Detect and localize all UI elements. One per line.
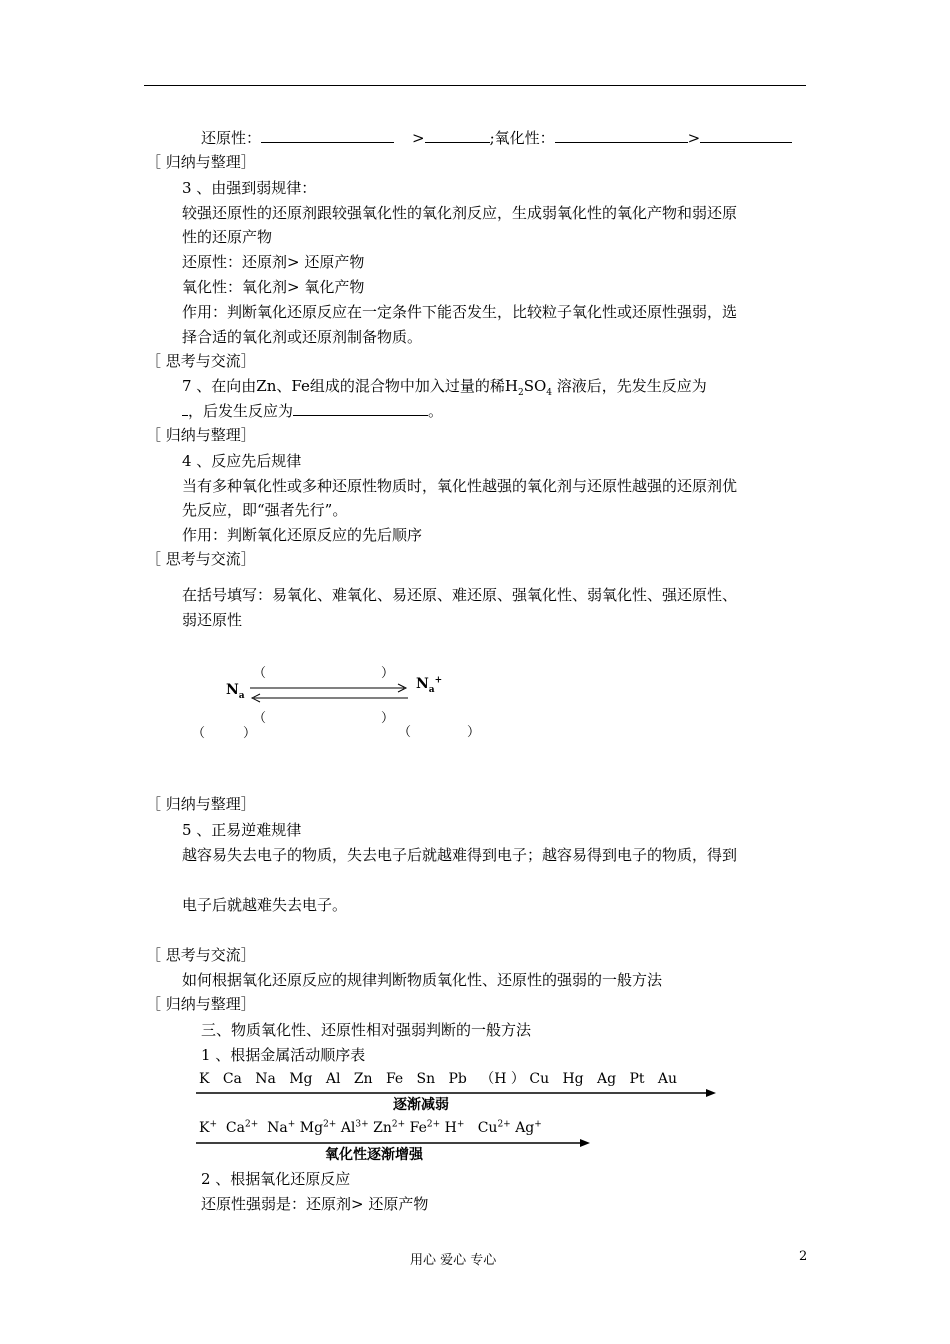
- reducing-label: 还原性：: [201, 129, 262, 147]
- arrow1-label: 逐渐减弱: [393, 1097, 449, 1113]
- paren-close[interactable]: ）: [467, 725, 481, 740]
- metal-symbol: Na: [255, 1071, 276, 1087]
- rule4-title: 4 、反应先后规律: [182, 452, 302, 470]
- metal-symbol: Mg: [289, 1071, 313, 1087]
- rule5-text: 越容易失去电子的物质，失去电子后就越难得到电子；越容易得到电子的物质，得到: [182, 846, 738, 864]
- rule3-text: 性的还原产物: [182, 228, 273, 246]
- ion-symbol: $Cu^{2+}$: [477, 1119, 511, 1136]
- ion-symbol: Na+: [267, 1119, 296, 1136]
- metal-symbol: Ca: [222, 1071, 242, 1087]
- rule4-text: 先反应，即“强者先行”。: [182, 501, 348, 519]
- metal-symbol: Hg: [562, 1071, 584, 1087]
- ion-symbol: $Fe^{2+}$: [409, 1119, 441, 1136]
- method-sub1: 1 、根据金属活动顺序表: [201, 1046, 366, 1064]
- oxidizing-label: 氧化性：: [494, 129, 555, 147]
- rule3-text: 作用：判断氧化还原反应在一定条件下能否发生，比较粒子氧化性或还原性强弱，选: [182, 303, 738, 321]
- paren-close[interactable]: ）: [243, 726, 257, 741]
- question-7-line1: [182, 376, 707, 396]
- ion-symbol: K+: [199, 1119, 218, 1136]
- double-arrow-icon: [246, 680, 414, 706]
- arrow2-label: 氧化性逐渐增强: [325, 1147, 423, 1163]
- ion-symbol: Ag+: [515, 1119, 542, 1136]
- rule4-text: 作用：判断氧化还原反应的先后顺序: [182, 526, 423, 544]
- ion-symbol: $Al^{3+}$: [340, 1119, 369, 1136]
- metal-symbol: Pb: [448, 1071, 467, 1087]
- blank-field[interactable]: [700, 128, 792, 143]
- fill-task-text: 在括号填写：易氧化、难氧化、易还原、难还原、强氧化性、弱氧化性、强还原性、: [182, 586, 738, 604]
- subscript: 4: [546, 388, 552, 398]
- section-heading: ［ 归纳与整理］: [146, 426, 256, 444]
- q7-text: 溶液后，先发生反应为: [552, 377, 707, 395]
- metal-symbol: K: [199, 1071, 210, 1087]
- method-last: 还原性强弱是：还原剂> 还原产物: [201, 1195, 429, 1213]
- metal-symbol: Ag: [597, 1071, 617, 1087]
- page-number: 2: [799, 1249, 808, 1264]
- paren-close[interactable]: ）: [381, 711, 395, 726]
- metal-symbol: （H ）: [480, 1071, 525, 1087]
- ion-symbol: $Mg^{2+}$: [299, 1119, 337, 1136]
- separator: ;: [489, 129, 495, 147]
- section-heading: ［ 思考与交流］: [146, 550, 256, 568]
- metal-symbol: Fe: [385, 1071, 404, 1087]
- ion-symbol: $Zn^{2+}$: [373, 1119, 406, 1136]
- method-sub2: 2 、根据氧化还原反应: [201, 1170, 351, 1188]
- rule3-text: 择合适的氧化剂或还原剂制备物质。: [182, 328, 423, 346]
- section-heading: ［ 思考与交流］: [146, 946, 256, 964]
- rule3-text: 还原性：还原剂> 还原产物: [182, 253, 365, 271]
- metal-symbol: Au: [657, 1071, 677, 1087]
- discussion-question: 如何根据氧化还原反应的规律判断物质氧化性、还原性的强弱的一般方法: [182, 971, 663, 989]
- metal-symbol: Zn: [353, 1071, 373, 1087]
- metal-symbol: Al: [325, 1071, 341, 1087]
- rule3-text: 较强还原性的还原剂跟较强氧化性的氧化剂反应，生成弱氧化性的氧化产物和弱还原: [182, 204, 738, 222]
- paren-open[interactable]: （: [253, 666, 267, 681]
- footer-motto: 用心 爱心 专心: [410, 1253, 497, 1268]
- metal-activity-series: [199, 1069, 677, 1089]
- rule3-title: 3 、由强到弱规律：: [182, 179, 317, 197]
- blank-field[interactable]: [261, 128, 394, 143]
- section-heading: ［ 归纳与整理］: [146, 795, 256, 813]
- gt-sign: >: [412, 129, 425, 147]
- paren-open[interactable]: （: [398, 725, 412, 740]
- gt-sign: >: [687, 129, 701, 147]
- ion-symbol: H+: [444, 1119, 465, 1136]
- q7-text: SO: [523, 377, 547, 395]
- na-atom-label: $N_a$: [226, 682, 245, 701]
- metal-symbol: Cu: [529, 1071, 550, 1087]
- section-heading: ［ 归纳与整理］: [146, 153, 256, 171]
- blank-field[interactable]: [293, 401, 428, 416]
- rule3-text: 氧化性：氧化剂> 氧化产物: [182, 278, 365, 296]
- blank-field[interactable]: [555, 128, 688, 143]
- header-rule: [144, 85, 806, 86]
- paren-open[interactable]: （: [253, 711, 267, 726]
- metal-symbol: Sn: [416, 1071, 436, 1087]
- q7-text: ，后发生反应为: [188, 402, 294, 420]
- subscript: 2: [517, 388, 524, 398]
- ion-series: [199, 1118, 542, 1138]
- ion-symbol: $Ca^{2+}$: [225, 1119, 259, 1136]
- section-heading: ［ 归纳与整理］: [146, 995, 256, 1013]
- rule4-text: 当有多种氧化性或多种还原性物质时，氧化性越强的氧化剂与还原性越强的还原剂优: [182, 477, 738, 495]
- method-title: 三、物质氧化性、还原性相对强弱判断的一般方法: [201, 1021, 532, 1039]
- blank-field[interactable]: [425, 128, 490, 143]
- comparison-blanks-line: [201, 128, 792, 148]
- rule5-text: 电子后就越难失去电子。: [182, 896, 348, 914]
- right-arrow-icon: [196, 1088, 718, 1098]
- rule5-title: 5 、正易逆难规律: [182, 821, 302, 839]
- na-ion-label: $N_a^+$: [416, 675, 443, 695]
- metal-symbol: Pt: [629, 1071, 645, 1087]
- question-7-line2: [182, 401, 443, 421]
- q7-text: 7 、在向由Zn、Fe组成的混合物中加入过量的稀H: [182, 377, 518, 395]
- section-heading: ［ 思考与交流］: [146, 352, 256, 370]
- q7-text: 。: [428, 402, 444, 420]
- paren-open[interactable]: （: [192, 726, 206, 741]
- fill-task-text: 弱还原性: [182, 611, 243, 629]
- paren-close[interactable]: ）: [381, 666, 395, 681]
